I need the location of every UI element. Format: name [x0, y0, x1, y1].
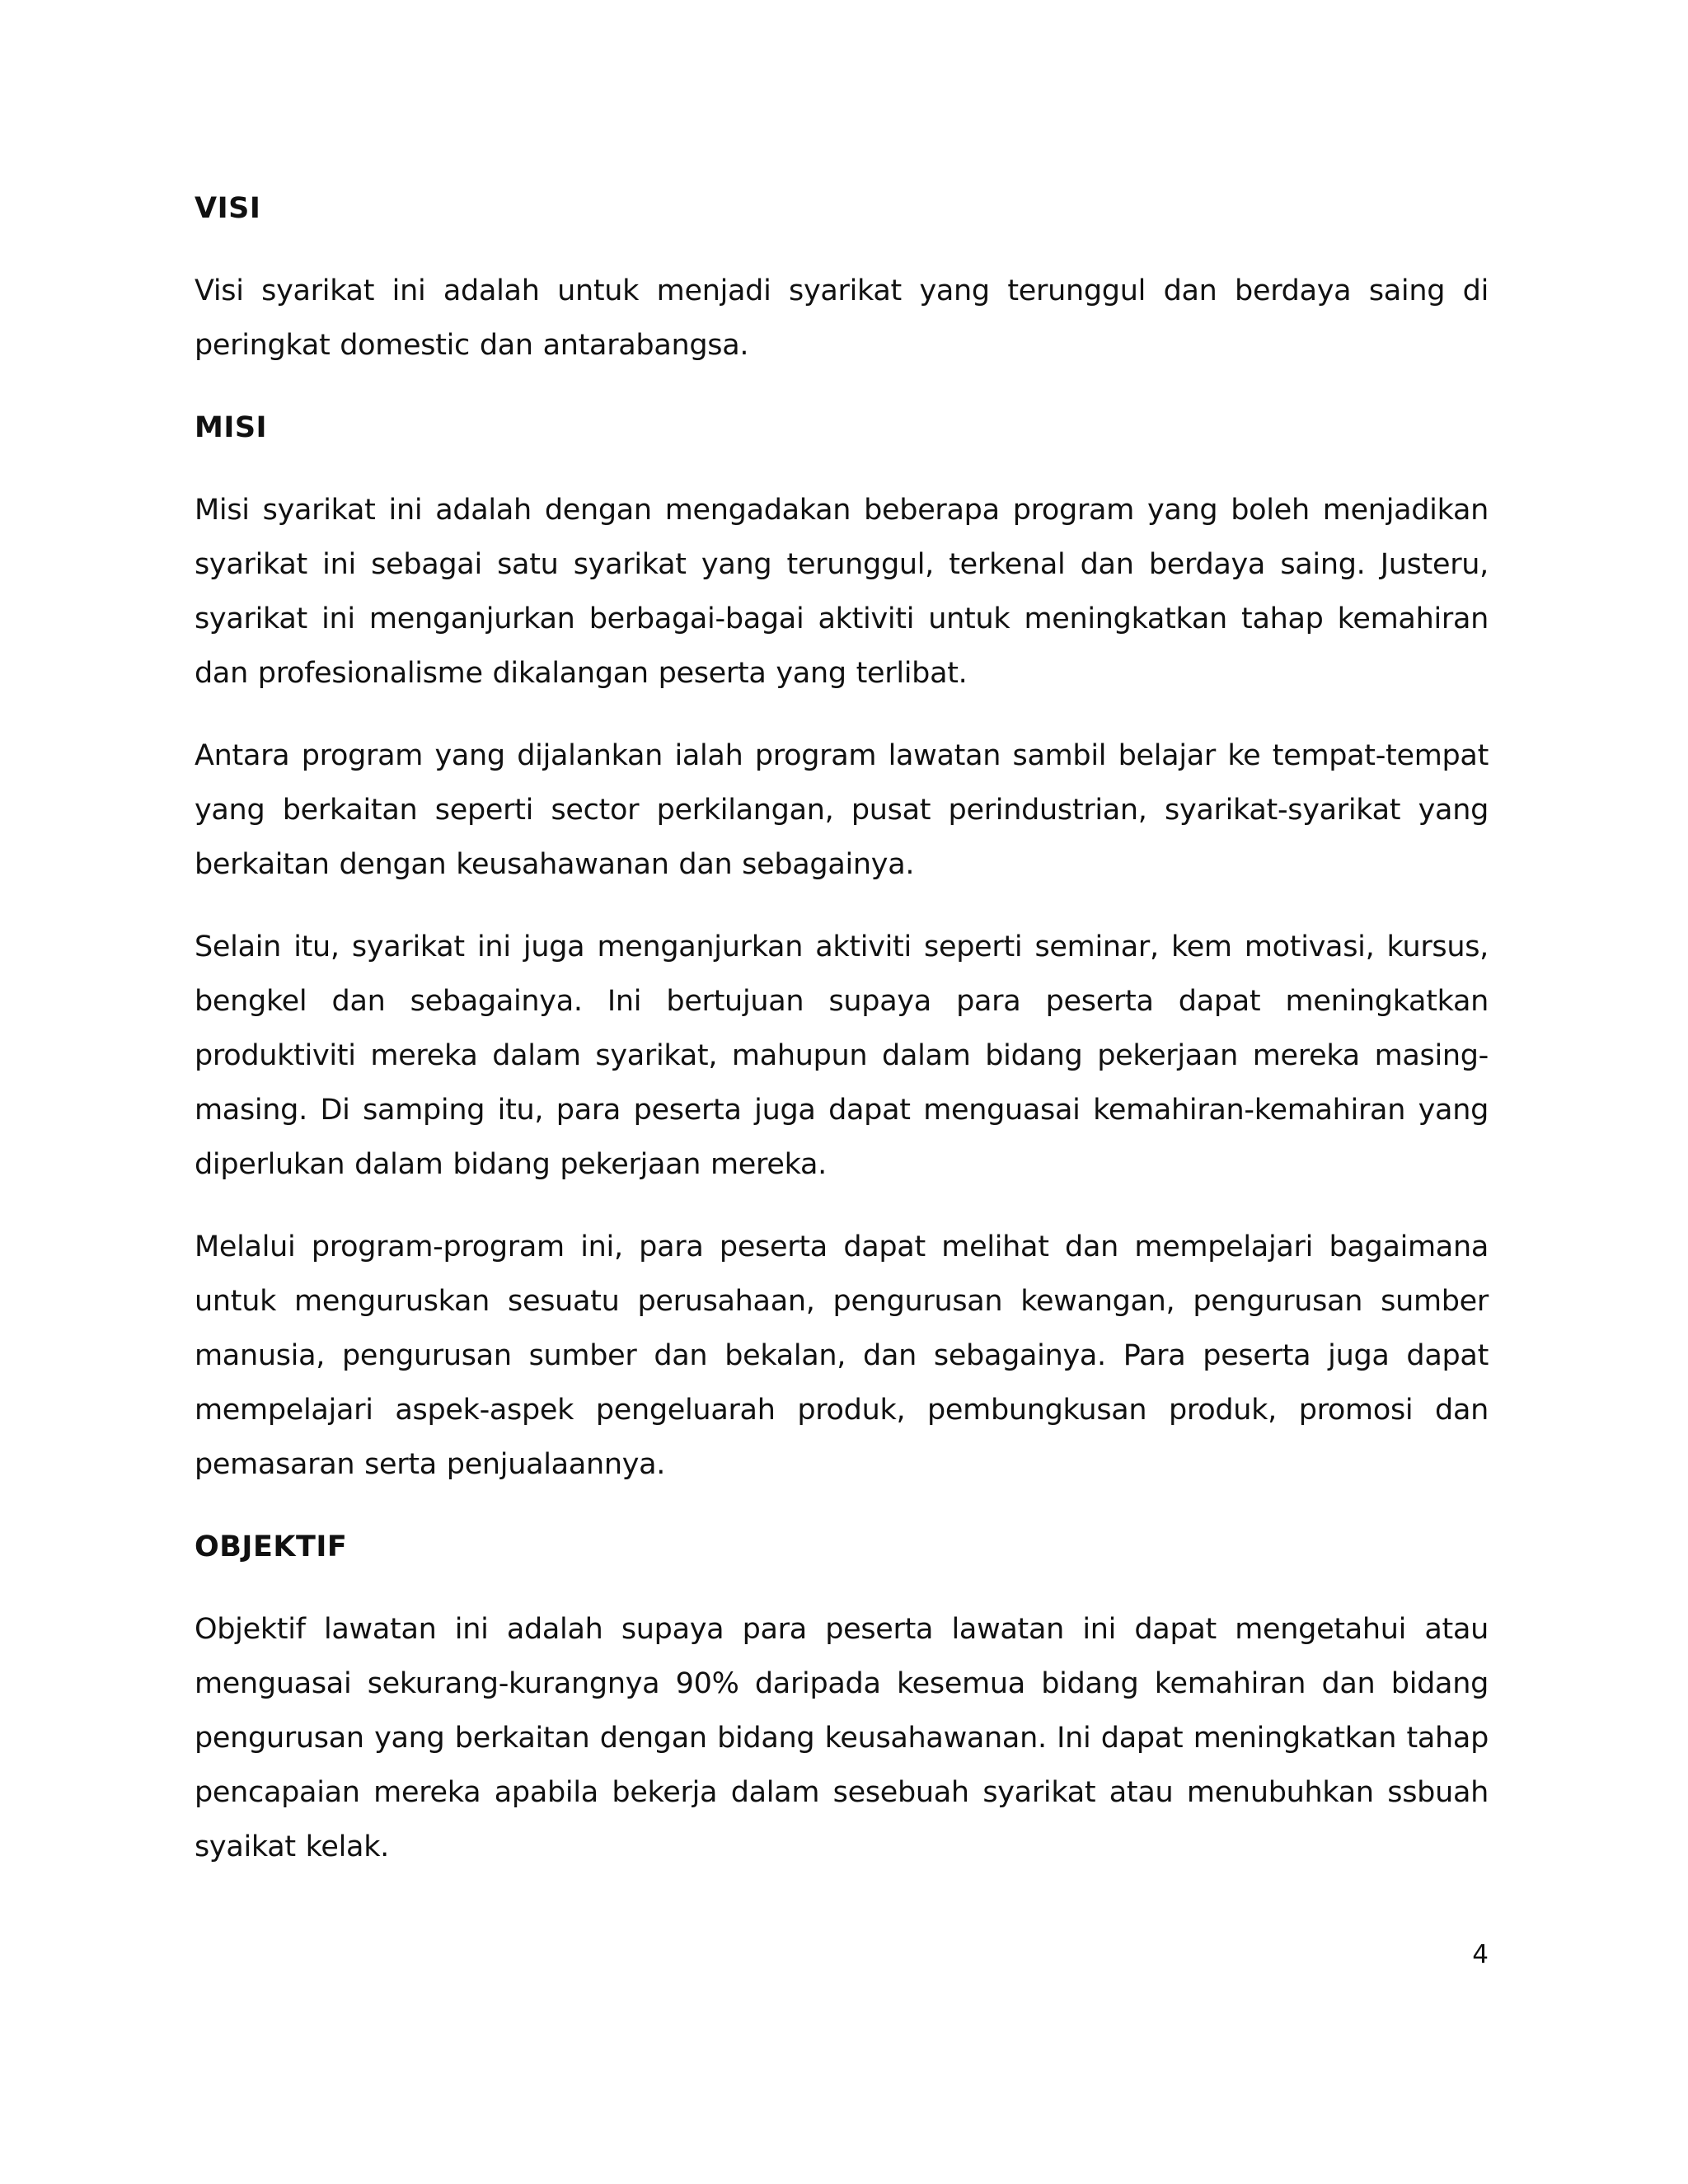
misi-paragraph-3: Selain itu, syarikat ini juga menganjurkan aktiviti seperti seminar, kem motivasi, kursus, bengkel dan sebagainya. Ini bertujuan supaya para peserta dapat meningkatkan produktiviti mereka dalam syarikat, mahupun dalam bidang pekerjaan mereka masing-masing. Di samping itu, para peserta juga dapat menguasai kemahiran-kemahiran yang diperlukan dalam bidang pekerjaan mereka.: [195, 930, 1489, 1181]
visi-paragraph: Visi syarikat ini adalah untuk menjadi syarikat yang terunggul dan berdaya saing di peringkat domestic dan antarabangsa.: [195, 274, 1489, 362]
heading-objektif: OBJEKTIF: [195, 1530, 348, 1563]
objektif-paragraph: Objektif lawatan ini adalah supaya para peserta lawatan ini dapat mengetahui atau menguasai sekurang-kurangnya 90% daripada kesemua bidang kemahiran dan bidang pengurusan yang berkaitan dengan bidang keusahawanan. Ini dapat meningkatkan tahap pencapaian mereka apabila bekerja dalam sesebuah syarikat atau menubuhkan ssbuah syaikat kelak.: [195, 1613, 1489, 1863]
page-content: [195, 181, 1489, 1902]
misi-paragraph-2: Antara program yang dijalankan ialah program lawatan sambil belajar ke tempat-tempat yang berkaitan seperti sector perkilangan, pusat perindustrian, syarikat-syarikat yang berkaitan dengan keusahawanan dan sebagainya.: [195, 739, 1489, 881]
heading-visi: VISI: [195, 192, 261, 225]
heading-misi: MISI: [195, 411, 268, 444]
misi-paragraph-1: Misi syarikat ini adalah dengan mengadakan beberapa program yang boleh menjadikan syarikat ini sebagai satu syarikat yang terunggul, terkenal dan berdaya saing. Justeru, syarikat ini menganjurkan berbagai-bagai aktiviti untuk meningkatkan tahap kemahiran dan profesionalisme dikalangan peserta yang terlibat.: [195, 494, 1489, 690]
page-number: 4: [1472, 1940, 1489, 1970]
misi-paragraph-4: Melalui program-program ini, para peserta dapat melihat dan mempelajari bagaimana untuk menguruskan sesuatu perusahaan, pengurusan kewangan, pengurusan sumber manusia, pengurusan sumber dan bekalan, dan sebagainya. Para peserta juga dapat mempelajari aspek-aspek pengeluarah produk, pembungkusan produk, promosi dan pemasaran serta penjualaannya.: [195, 1230, 1489, 1481]
